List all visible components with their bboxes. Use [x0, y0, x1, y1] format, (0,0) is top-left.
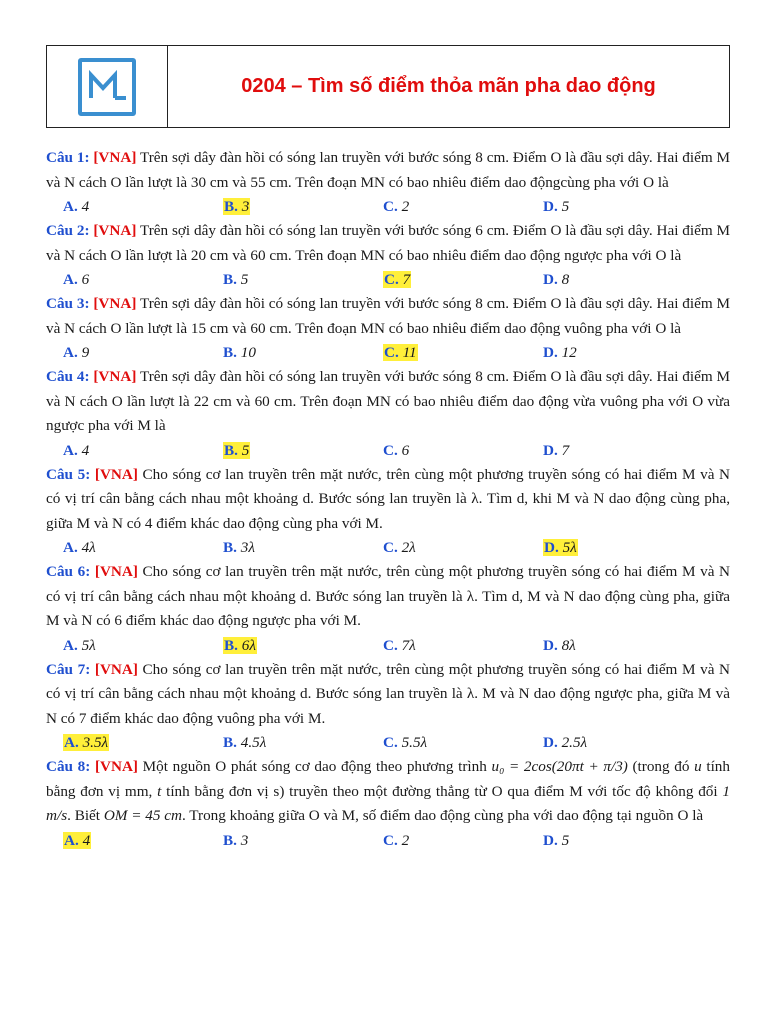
option-label: C. — [384, 344, 399, 361]
option-c[interactable] — [383, 341, 543, 365]
option-value: 3.5λ — [78, 734, 109, 751]
question-text: Cho sóng cơ lan truyền trên mặt nước, trên cùng một phương truyền sóng có hai điểm M và N có vị trí cân bằng cách nhau một khoảng d. Bước sóng lan truyền là λ. Tìm d, khi M và N dao động cùng pha, giữa M và N có 4 điểm khác dao động cùng pha với M. — [46, 465, 731, 532]
equation: u₀ = 2cos(20πt + π/3) — [491, 758, 628, 775]
logo-m-icon — [86, 68, 128, 106]
option-b[interactable] — [223, 634, 383, 658]
answer-options — [46, 195, 730, 219]
option-value: 9 — [77, 344, 90, 361]
question-text: tính bằng đơn vị s) truyền theo một đường thẳng từ O qua điểm M với tốc độ không đổi — [161, 782, 723, 800]
option-value: 3 — [237, 198, 250, 215]
option-label: B. — [223, 271, 237, 288]
answer-options — [46, 829, 730, 853]
question-label: Câu 2: — [46, 222, 90, 239]
option-label: D. — [543, 734, 558, 751]
speed-value: 1 m/s — [46, 782, 730, 824]
option-label: B. — [224, 636, 238, 654]
option-d[interactable] — [543, 829, 703, 853]
question-text-block — [46, 755, 730, 829]
option-d[interactable] — [543, 439, 703, 463]
question-text-block — [46, 560, 730, 634]
option-b[interactable] — [223, 829, 383, 853]
option-a[interactable] — [63, 634, 223, 658]
option-label: D. — [543, 831, 558, 849]
option-label: B. — [224, 441, 238, 459]
question — [46, 560, 730, 658]
question — [46, 658, 730, 756]
question-text-block — [46, 219, 730, 268]
option-value: 7 — [557, 441, 570, 459]
option-value: 2λ — [397, 539, 416, 556]
option-value: 4 — [77, 441, 90, 459]
option-value: 3 — [236, 831, 249, 849]
option-label: D. — [543, 344, 558, 361]
option-label: C. — [383, 198, 398, 215]
option-value: 5λ — [77, 636, 96, 654]
question — [46, 463, 730, 561]
question-text: Trên sợi dây đàn hồi có sóng lan truyền với bước sóng 8 cm. Điểm O là đầu sợi dây. Hai điểm M và N cách O lần lượt là 30 cm và 55 cm. Trên đoạn MN có bao nhiêu điểm dao độngcùng pha với O là — [46, 149, 730, 191]
option-d[interactable] — [543, 341, 703, 365]
option-value: 4 — [78, 831, 91, 849]
option-value: 4.5λ — [236, 734, 267, 751]
variable: u — [694, 758, 702, 775]
question-text: Trên sợi dây đàn hồi có sóng lan truyền với bước sóng 6 cm. Điểm O là đầu sợi dây. Hai điểm M và N cách O lần lượt là 20 cm và 60 cm. Trên đoạn MN có bao nhiêu điểm dao động ngược pha với O là — [46, 222, 730, 264]
question-tag: [VNA] — [94, 465, 138, 483]
question-text-block — [46, 463, 730, 537]
option-value: 6 — [77, 271, 90, 288]
question-label: Câu 6: — [46, 563, 91, 580]
option-value: 6λ — [237, 636, 256, 654]
option-label: C. — [383, 734, 398, 751]
answer-highlight — [223, 442, 250, 459]
option-a[interactable] — [63, 341, 223, 365]
question-text: . Biết — [67, 807, 104, 824]
question-text: Trên sợi dây đàn hồi có sóng lan truyền với bước sóng 8 cm. Điểm O là đầu sợi dây. Hai điểm M và N cách O lần lượt là 15 cm và 60 cm. Trên đoạn MN có bao nhiêu điểm dao động vuông pha với O là — [46, 295, 730, 337]
answer-highlight — [223, 198, 250, 215]
question-list — [46, 146, 730, 853]
page-title: 0204 – Tìm số điểm thỏa mãn pha dao động — [241, 75, 656, 97]
answer-highlight — [383, 271, 411, 288]
option-value: 7λ — [397, 636, 416, 654]
option-d[interactable] — [543, 634, 703, 658]
option-value: 5 — [237, 441, 250, 459]
option-c[interactable] — [383, 439, 543, 463]
option-label: B. — [224, 198, 238, 215]
option-value: 5 — [557, 198, 570, 215]
question — [46, 219, 730, 292]
answer-highlight — [383, 344, 418, 361]
answer-highlight — [63, 734, 109, 751]
option-b[interactable] — [223, 268, 383, 292]
option-label: A. — [64, 831, 79, 849]
option-d[interactable] — [543, 268, 703, 292]
option-c[interactable] — [383, 829, 543, 853]
option-label: B. — [223, 831, 237, 849]
option-value: 11 — [398, 344, 417, 361]
option-value: 4λ — [77, 539, 96, 556]
question-text-block — [46, 658, 730, 732]
title-cell — [168, 46, 729, 127]
answer-options — [46, 268, 730, 292]
option-label: A. — [63, 441, 78, 459]
question-text: Trên sợi dây đàn hồi có sóng lan truyền với bước sóng 8 cm. Điểm O là đầu sợi dây. Hai điểm M và N cách O lần lượt là 22 cm và 60 cm. Trên đoạn MN có bao nhiêu điểm dao động vừa vuông pha với O vừa ngược pha với M là — [46, 368, 730, 434]
option-label: B. — [223, 734, 237, 751]
question-text: tính bằng đơn vị mm, — [46, 758, 730, 800]
question-text: Một nguồn O phát sóng cơ dao động theo phương trình — [138, 758, 492, 775]
option-label: A. — [63, 636, 78, 654]
option-c[interactable] — [383, 731, 543, 755]
question-tag: [VNA] — [94, 758, 138, 775]
option-value: 5.5λ — [397, 734, 428, 751]
option-value: 2.5λ — [557, 734, 588, 751]
logo-cell — [47, 46, 168, 127]
option-c[interactable] — [383, 536, 543, 560]
option-b[interactable] — [223, 439, 383, 463]
option-value: 10 — [236, 344, 256, 361]
answer-options — [46, 439, 730, 463]
question-tag: [VNA] — [93, 295, 137, 312]
question — [46, 292, 730, 365]
option-b[interactable] — [223, 536, 383, 560]
answer-options — [46, 341, 730, 365]
question — [46, 365, 730, 463]
option-a[interactable] — [63, 829, 223, 853]
question-label: Câu 3: — [46, 295, 90, 312]
option-value: 8 — [557, 271, 570, 288]
answer-options — [46, 731, 730, 755]
option-value: 7 — [398, 271, 411, 288]
question — [46, 755, 730, 853]
option-label: A. — [63, 271, 78, 288]
answer-options — [46, 634, 730, 658]
option-label: C. — [384, 271, 399, 288]
option-value: 2 — [397, 198, 410, 215]
answer-highlight — [223, 637, 257, 654]
question-label: Câu 1: — [46, 149, 90, 166]
question-label: Câu 5: — [46, 465, 91, 483]
distance-value: OM = 45 cm — [103, 807, 182, 824]
question-text-block — [46, 146, 730, 195]
option-label: A. — [63, 344, 78, 361]
logo — [78, 58, 136, 116]
option-value: 12 — [557, 344, 577, 361]
option-label: A. — [64, 734, 79, 751]
question-tag: [VNA] — [94, 660, 138, 678]
option-b[interactable] — [223, 341, 383, 365]
option-label: C. — [383, 636, 398, 654]
answer-highlight — [63, 832, 91, 849]
option-value: 5 — [236, 271, 249, 288]
option-label: D. — [543, 441, 558, 459]
option-c[interactable] — [383, 268, 543, 292]
option-a[interactable] — [63, 439, 223, 463]
option-b[interactable] — [223, 731, 383, 755]
question-tag: [VNA] — [93, 368, 137, 385]
option-d[interactable] — [543, 536, 703, 560]
question-text-block — [46, 292, 730, 341]
option-c[interactable] — [383, 634, 543, 658]
option-a[interactable] — [63, 268, 223, 292]
option-label: B. — [223, 344, 237, 361]
question — [46, 146, 730, 219]
option-label: D. — [543, 271, 558, 288]
question-text: Cho sóng cơ lan truyền trên mặt nước, trên cùng một phương truyền sóng có hai điểm M và N có vị trí cân bằng cách nhau một khoảng d. Bước sóng lan truyền là λ. M và N dao động ngược pha, giữa M và N có 7 điểm khác dao động vuông pha với M. — [46, 660, 731, 727]
option-value: 6 — [397, 441, 410, 459]
option-value: 2 — [397, 831, 410, 849]
option-a[interactable] — [63, 731, 223, 755]
question-text: . Trong khoảng giữa O và M, số điểm dao động cùng pha với dao động tại nguồn O là — [181, 807, 704, 824]
option-c[interactable] — [383, 195, 543, 219]
answer-highlight — [543, 539, 578, 556]
option-value: 5 — [557, 831, 570, 849]
option-label: D. — [544, 539, 559, 556]
question-tag: [VNA] — [94, 563, 138, 580]
question-label: Câu 7: — [46, 660, 91, 678]
question-text: (trong đó — [627, 758, 695, 775]
option-label: A. — [63, 198, 78, 215]
option-d[interactable] — [543, 195, 703, 219]
option-label: C. — [383, 539, 398, 556]
option-value: 5λ — [558, 539, 577, 556]
question-label: Câu 4: — [46, 368, 90, 385]
option-value: 3λ — [236, 539, 255, 556]
document-header — [46, 45, 730, 128]
option-a[interactable] — [63, 536, 223, 560]
question-tag: [VNA] — [93, 149, 137, 166]
option-a[interactable] — [63, 195, 223, 219]
option-label: C. — [383, 441, 398, 459]
option-label: C. — [383, 831, 398, 849]
option-d[interactable] — [543, 731, 703, 755]
option-value: 4 — [77, 198, 90, 215]
question-label: Câu 8: — [46, 758, 91, 775]
option-label: D. — [543, 198, 558, 215]
answer-options — [46, 536, 730, 560]
option-value: 8λ — [557, 636, 576, 654]
option-label: B. — [223, 539, 237, 556]
option-b[interactable] — [223, 195, 383, 219]
variable: t — [157, 782, 162, 800]
option-label: A. — [63, 539, 78, 556]
question-text-block — [46, 365, 730, 439]
question-text: Cho sóng cơ lan truyền trên mặt nước, trên cùng một phương truyền sóng có hai điểm M và N có vị trí cân bằng cách nhau một khoảng d. Bước sóng lan truyền là λ. Tìm d, M và N dao động cùng pha, giữa M và N có 6 điểm khác dao động ngược pha với M. — [46, 563, 731, 629]
option-label: D. — [543, 636, 558, 654]
question-tag: [VNA] — [93, 222, 137, 239]
